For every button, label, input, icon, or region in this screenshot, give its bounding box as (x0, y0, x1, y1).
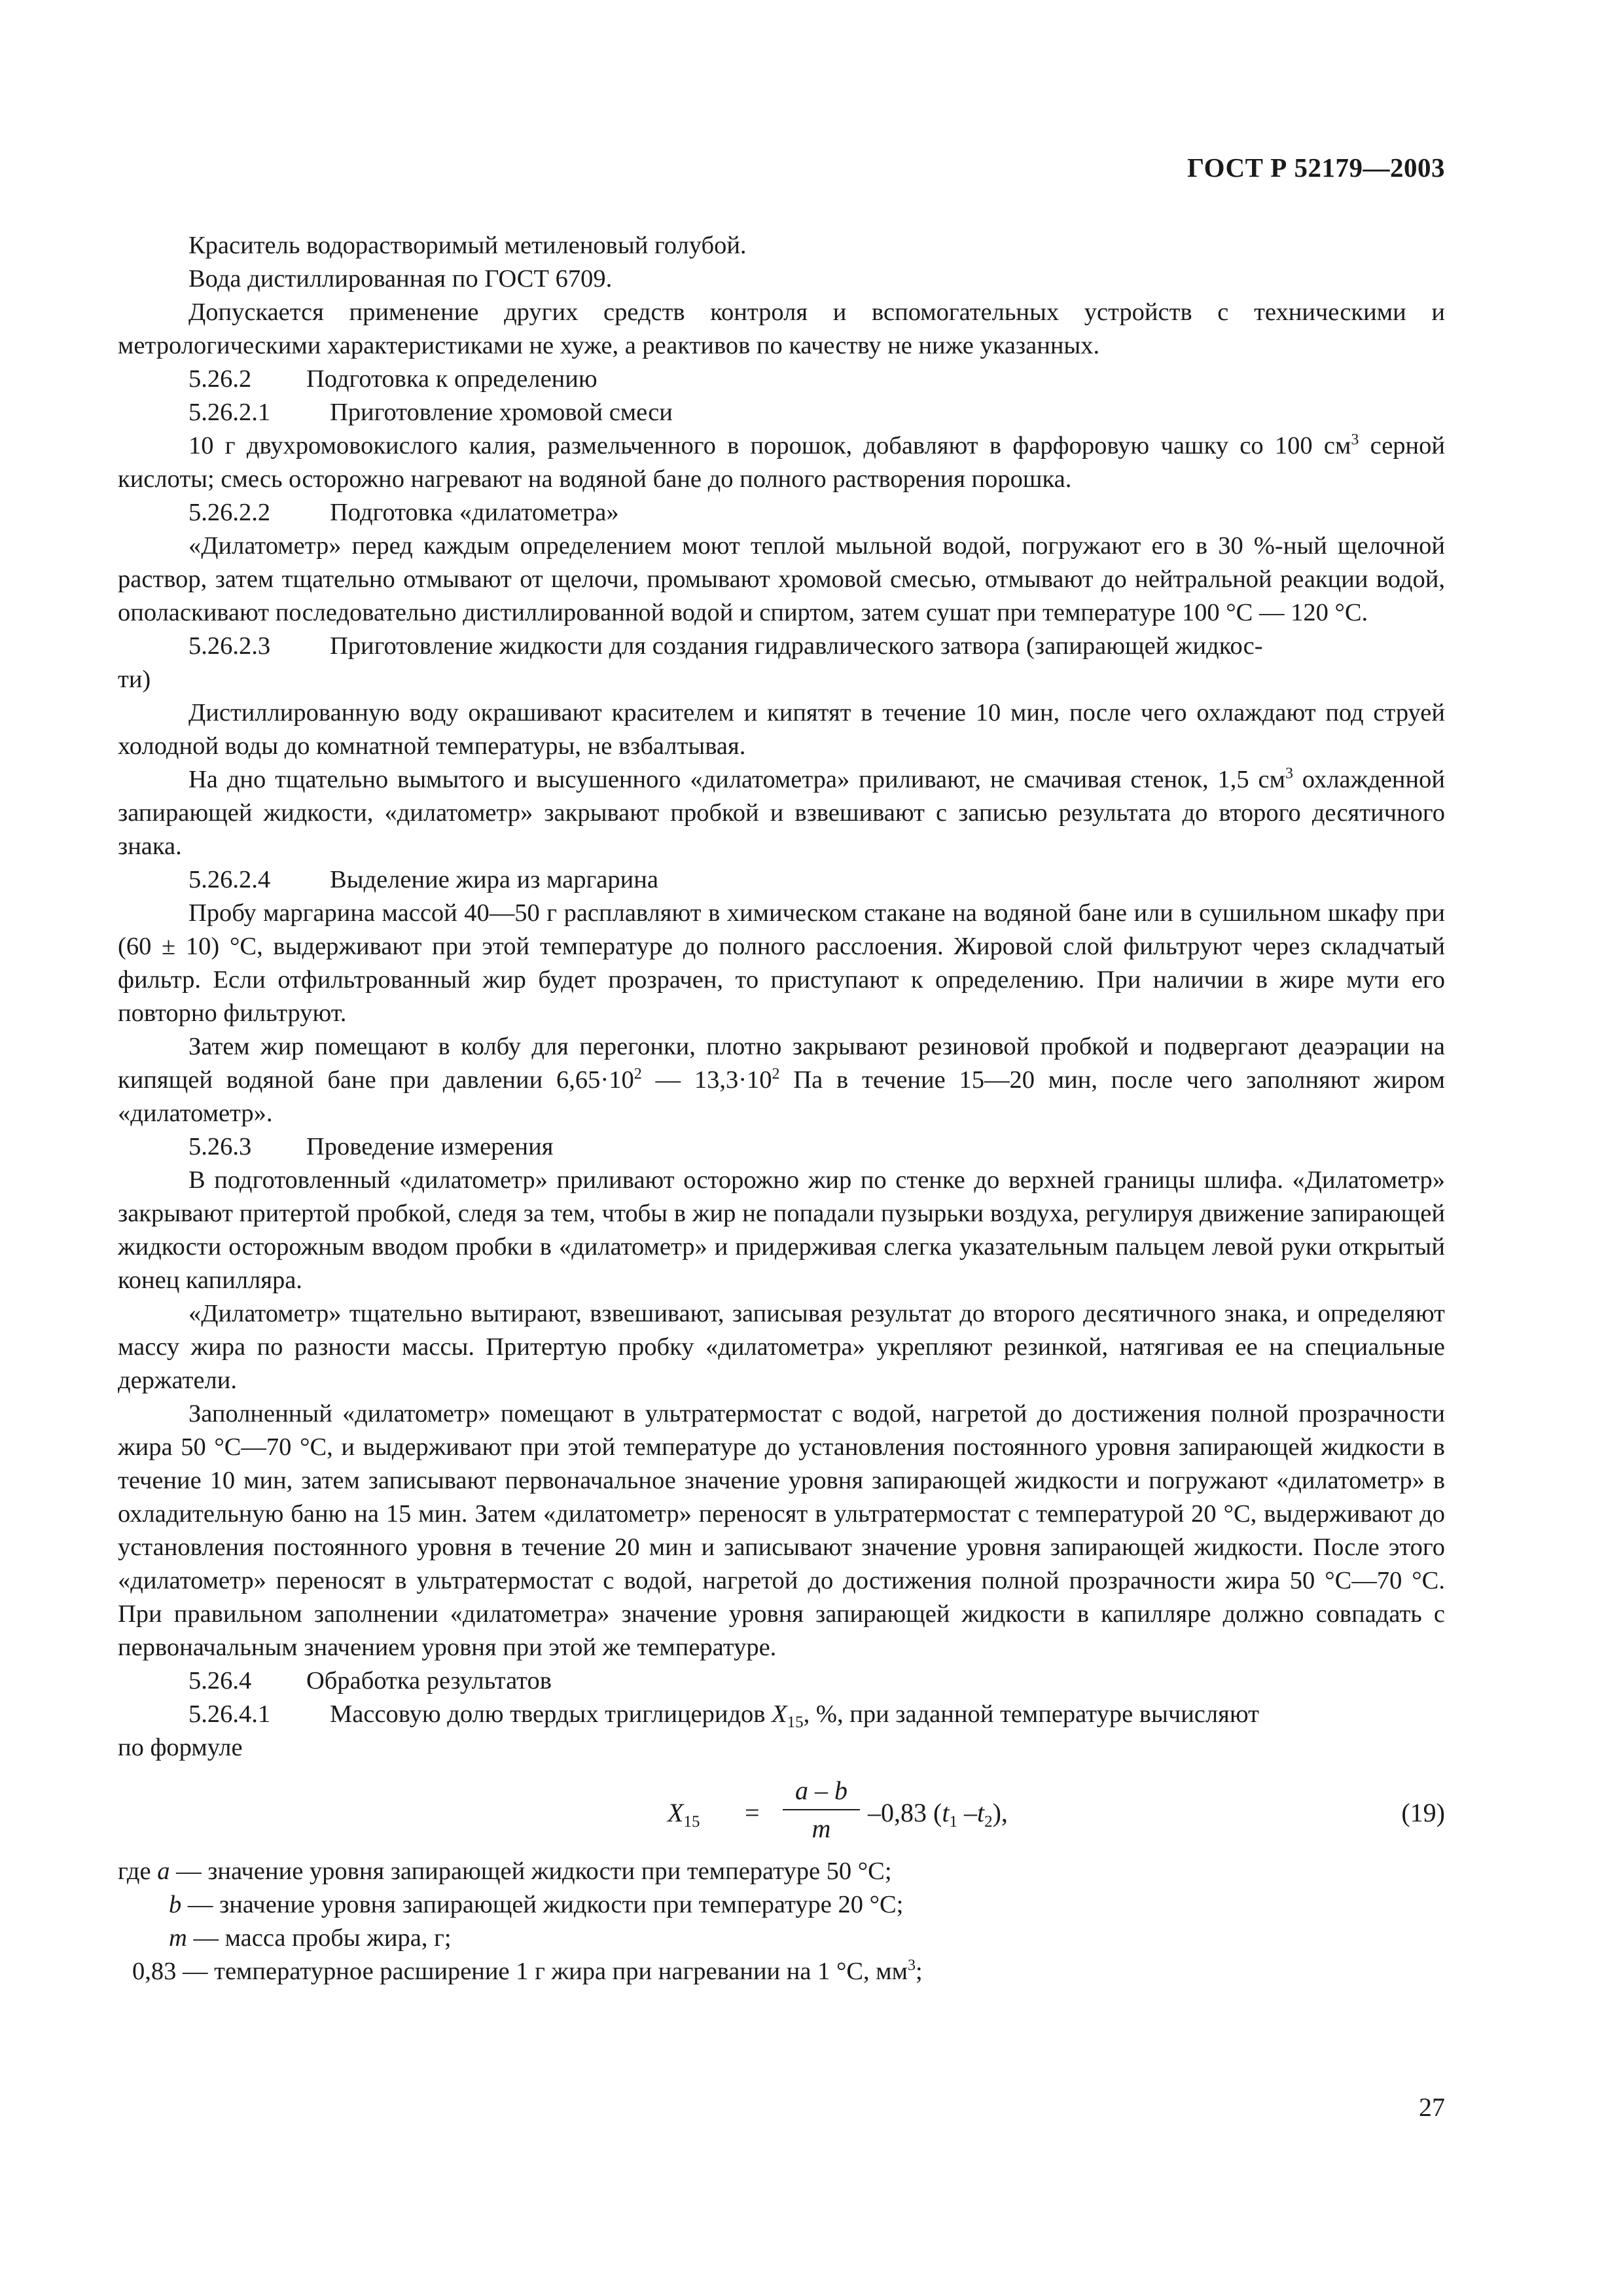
subscript: 15 (683, 1813, 700, 1831)
section-heading (118, 1130, 1445, 1164)
formula-fraction (779, 1774, 864, 1846)
section-heading (118, 863, 1445, 897)
section-number: 5.26.2.1 (188, 399, 271, 426)
formula-rest (868, 1797, 1008, 1831)
section-heading (118, 1698, 1445, 1731)
section-title: Подготовка «дилатометра» (330, 499, 619, 526)
section-number: 5.26.2.3 (188, 632, 271, 660)
fraction-bar (783, 1809, 860, 1810)
section-heading (118, 363, 1445, 396)
section-title: Подготовка к определению (306, 365, 597, 393)
paragraph: «Дилатометр» тщательно вытирают, взвешивают, записывая результат до второго десятичного знака, и определяют массу жира по разности массы. Притертую пробку «дилатометра» укрепляют резинкой, натягивая ее на специальные держатели. (118, 1300, 1445, 1394)
subscript: 1 (949, 1813, 957, 1831)
document-page (118, 0, 1445, 2296)
paragraph: «Дилатометр» перед каждым определением моют теплой мыльной водой, погружают его в 30 %-ный щелочной раствор, затем тщательно отмывают от щелочи, промывают хромовой смесью, отмывают до нейтральной реакции водой, ополаскивают последовательно дистиллированной водой и спиртом, затем сушат при температуре 100 °С — 120 °С. (118, 532, 1445, 626)
paragraph: Пробу маргарина массой 40—50 г расплавляют в химическом стакане на водяной бане или в сушильном шкафу при (60 ± 10) °С, выдерживают при этой температуре до полного расслоения. Жировой слой фильтруют через складчатый фильтр. Если отфильтрованный жир будет прозрачен, то приступают к определению. При наличии в жире мути его повторно фильтруют. (118, 899, 1445, 1027)
formula-19 (118, 1774, 1445, 1852)
text-run: На дно тщательно вымытого и высушенного «дилатометра» приливают, не смачивая стенок, 1,5 см (188, 766, 1285, 793)
formula-equals: = (745, 1798, 760, 1827)
section-title: Выделение жира из маргарина (330, 866, 658, 893)
formula-number: (19) (1401, 1798, 1445, 1827)
section-title: Обработка результатов (306, 1667, 552, 1695)
section-number: 5.26.3 (188, 1133, 252, 1160)
text-run: Затем жир помещают в колбу для перегонки, плотно закрывают резиновой пробкой и подвергают деаэрации на кипящей водяной бане при давлении 6,65·10 (118, 1033, 1445, 1094)
section-title: Приготовление хромовой смеси (330, 399, 673, 426)
superscript: 3 (1285, 765, 1293, 782)
heading-continuation: ти) (118, 666, 151, 693)
text-run: — значение уровня запирающей жидкости при температуре 20 °С; (181, 1891, 904, 1918)
paragraph: Краситель водорастворимый метиленовый голубой. (188, 232, 747, 259)
superscript: 3 (908, 1957, 916, 1974)
subscript: 15 (787, 1713, 804, 1731)
section-number: 5.26.2.4 (188, 866, 271, 893)
paragraph (118, 763, 1445, 863)
superscript: 3 (1351, 431, 1359, 448)
document-body (118, 229, 1445, 1988)
superscript: 2 (633, 1066, 642, 1083)
variable: X (668, 1798, 684, 1827)
section-title: Проведение измерения (306, 1133, 554, 1160)
where-item (118, 1888, 1445, 1922)
text-run: ; (916, 1958, 923, 1985)
text-run: охлажденной запирающей жидкости, «дилатометр» закрывают пробкой и взвешивают с записью результата до второго десятичного знака. (118, 766, 1445, 860)
section-heading (118, 496, 1445, 529)
where-item (118, 1955, 1445, 1988)
text-run: — масса пробы жира, г; (187, 1924, 452, 1952)
variable: m (169, 1924, 187, 1952)
paragraph: Дистиллированную воду окрашивают красителем и кипятят в течение 10 мин, после чего охлаждают под струей холодной воды до комнатной температуры, не взбалтывая. (118, 699, 1445, 760)
text-run: — значение уровня запирающей жидкости при температуре 50 °С; (169, 1857, 892, 1885)
fraction-denominator: m (812, 1814, 831, 1843)
section-title: Приготовление жидкости для создания гидравлического затвора (запирающей жидкос- (330, 632, 1263, 660)
text-run: ), (992, 1798, 1008, 1827)
page-number: 27 (1419, 2092, 1445, 2122)
section-heading (118, 630, 1445, 663)
text-run: Массовую долю твердых триглицеридов (330, 1700, 772, 1728)
section-heading (118, 1664, 1445, 1698)
paragraph-continuation: по формуле (118, 1734, 243, 1761)
text-run: серной кислоты; смесь осторожно нагревают на водяной бане до полного растворения порошка. (118, 432, 1445, 493)
section-heading (118, 396, 1445, 429)
variable: X (772, 1700, 787, 1728)
section-number: 5.26.4 (188, 1667, 252, 1695)
section-number: 5.26.4.1 (188, 1700, 271, 1728)
variable: t (942, 1798, 950, 1827)
paragraph: Допускается применение других средств контроля и вспомогательных устройств с техническими и метрологическими характеристиками не хуже, а реактивов по качеству не ниже указанных. (118, 298, 1445, 359)
variable: t (976, 1798, 985, 1827)
paragraph: Заполненный «дилатометр» помещают в ультратермостат с водой, нагретой до достижения полной прозрачности жира 50 °С—70 °С, и выдерживают при этой температуре до установления постоянного уровня запирающей жидкости в течение 10 мин, затем записывают первоначальное значение уровня запирающей жидкости и погружают «дилатометр» в охладительную баню на 15 мин. Затем «дилатометр» переносят в ультратермостат с температурой 20 °С, выдерживают до установления постоянного уровня в течение 20 мин и записывают значение уровня запирающей жидкости. После этого «дилатометр» переносят в ультратермостат с водой, нагретой до достижения полной прозрачности жира 50 °С—70 °С. При правильном заполнении «дилатометра» значение уровня запирающей жидкости в капилляре должно совпадать с первоначальным значением уровня при этой же температуре. (118, 1400, 1445, 1661)
text-run: Па в течение 15—20 мин, после чего заполняют жиром «дилатометр». (118, 1066, 1446, 1127)
text-run: –0,83 ( (868, 1798, 942, 1827)
text-run: – (957, 1798, 977, 1827)
paragraph: Вода дистиллированная по ГОСТ 6709. (188, 265, 613, 293)
subscript: 2 (984, 1813, 993, 1831)
where-item (118, 1922, 1445, 1955)
variable: b (169, 1891, 182, 1918)
document-header-id: ГОСТ Р 52179—2003 (1187, 152, 1445, 183)
variable: a (157, 1857, 170, 1885)
text-run: 0,83 — температурное расширение 1 г жира при нагревании на 1 °С, мм (132, 1958, 908, 1985)
text-run: , %, при заданной температуре вычисляют (803, 1700, 1259, 1728)
paragraph: В подготовленный «дилатометр» приливают осторожно жир по стенке до верхней границы шлифа. «Дилатометр» закрывают притертой пробкой, следя за тем, чтобы в жир не попадали пузырьки воздуха, регулируя движение запирающей жидкости осторожным вводом пробки в «дилатометр» и придерживая слегка указательным пальцем левой руки открытый конец капилляра. (118, 1166, 1445, 1294)
text-run: 10 г двухромовокислого калия, размельченного в порошок, добавляют в фарфоровую чашку со 100 см (188, 432, 1351, 459)
formula-lhs (668, 1797, 700, 1831)
text-run: — 13,3·10 (641, 1066, 772, 1094)
superscript: 2 (772, 1066, 780, 1083)
fraction-numerator: a – b (795, 1776, 847, 1805)
paragraph (118, 1030, 1445, 1130)
paragraph (118, 429, 1445, 496)
where-item (118, 1855, 1445, 1888)
section-number: 5.26.2 (188, 365, 252, 393)
section-number: 5.26.2.2 (188, 499, 271, 526)
text-run: где (118, 1857, 158, 1885)
